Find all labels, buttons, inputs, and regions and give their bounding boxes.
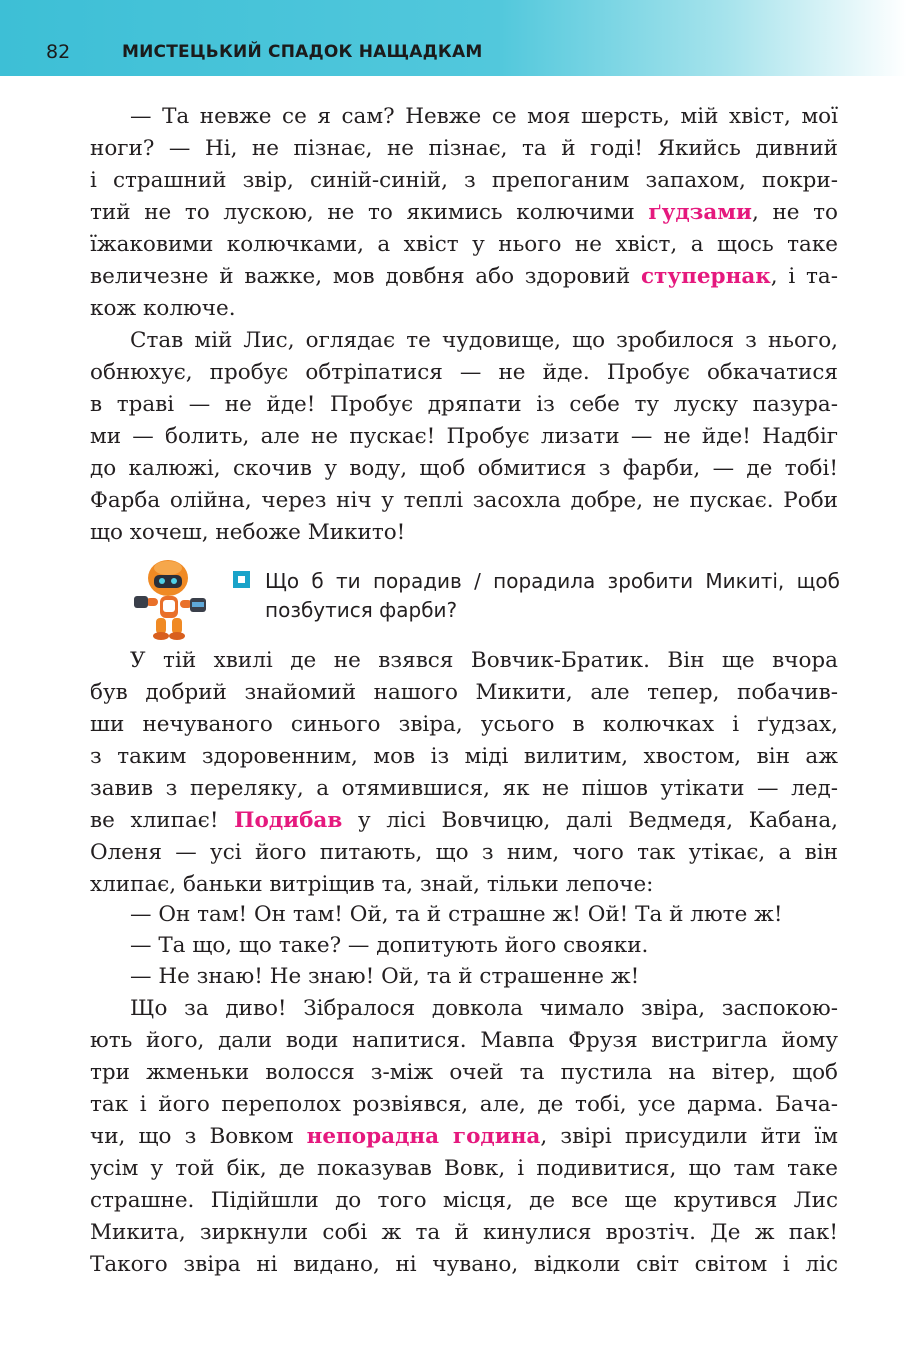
text-span: тий не то лускою, не то якимись колючими [90, 200, 635, 225]
text-line: Фарба олійна, через ніч у теплі засохла добре, не пускає. Роби [90, 488, 838, 513]
text-line: Оленя — усі його питають, що з ним, чого так утікає, а він [90, 840, 838, 865]
text-line: ми — болить, але не пускає! Пробує лизати — не йде! Надбіг [90, 424, 838, 449]
text-line: ноги? — Ні, не пізнає, не пізнає, та й годі! Якийсь дивний [90, 136, 838, 161]
section-title: МИСТЕЦЬКИЙ СПАДОК НАЩАДКАМ [122, 42, 483, 62]
text-line: Такого звіра ні видано, ні чувано, відколи світ світом і ліс [90, 1252, 838, 1277]
text-line [90, 805, 838, 837]
glossary-term: ґудзами [648, 200, 752, 225]
text-span: ве хлипає! [90, 808, 219, 833]
text-line: завив з переляку, а отямившися, як не пішов утікати — лед- [90, 776, 838, 801]
text-line: Що за диво! Зібралося довкола чимало звіра, заспокою- [130, 996, 838, 1021]
text-line: ши нечуваного синього звіра, усього в колючках і ґудзах, [90, 712, 838, 737]
text-line: і страшний звір, синій-синій, з препоганим запахом, покри- [90, 168, 838, 193]
text-line: страшне. Підійшли до того місця, де все ще крутився Лис [90, 1188, 838, 1213]
text-line: У тій хвилі де не взявся Вовчик-Братик. Він ще вчора [130, 648, 838, 673]
page-number: 82 [46, 41, 71, 63]
text-line [90, 261, 838, 293]
text-line: три жменьки волосся з-між очей та пустила на вітер, щоб [90, 1060, 838, 1085]
question-line: Що б ти порадив / порадила зробити Микиті, щоб [265, 569, 840, 593]
page-header [0, 0, 907, 76]
glossary-term: непорадна година [306, 1124, 541, 1149]
glossary-term: Подибав [234, 808, 343, 833]
text-line: обнюхує, пробує обтріпатися — не йде. Пробує обкачатися [90, 360, 838, 385]
text-span: чи, що з Вовком [90, 1124, 294, 1149]
text-line: Став мій Лис, оглядає те чудовище, що зробилося з нього, [130, 328, 838, 353]
glossary-term: ступернак [640, 264, 771, 289]
question-bullet-icon [233, 571, 250, 588]
question-line: позбутися фарби? [265, 598, 458, 622]
text-line: був добрий знайомий нашого Микити, але тепер, побачив- [90, 680, 838, 705]
text-line: — Та невже се я сам? Невже се моя шерсть, мій хвіст, мої [130, 104, 838, 129]
text-line: їжаковими колючками, а хвіст у нього не хвіст, а щось таке [90, 232, 838, 257]
dialogue-line: — Он там! Он там! Ой, та й страшне ж! Ой! Та й люте ж! [130, 902, 783, 927]
dialogue-line: — Не знаю! Не знаю! Ой, та й страшенне ж! [130, 964, 640, 989]
robot-mascot-icon [128, 556, 212, 642]
text-line: з таким здоровенним, мов із міді вилитим, хвостом, він аж [90, 744, 838, 769]
text-line: в траві — не йде! Пробує дряпати із себе ту луску пазура- [90, 392, 838, 417]
text-line: так і його переполох розвіявся, але, де тобі, усе дарма. Бача- [90, 1092, 838, 1117]
text-line: що хочеш, небоже Микито! [90, 520, 406, 545]
text-line: до калюжі, скочив у воду, щоб обмитися з фарби, — де тобі! [90, 456, 838, 481]
text-line: Микита, зиркнули собі ж та й кинулися врозтіч. Де ж пак! [90, 1220, 838, 1245]
text-span: величезне й важке, мов довбня або здоровий [90, 264, 631, 289]
text-span: , звірі присудили йти їм [540, 1124, 839, 1149]
text-line: усім у той бік, де показував Вовк, і подивитися, що там таке [90, 1156, 838, 1181]
text-line: кож колюче. [90, 296, 236, 321]
text-line: ють його, дали води напитися. Мавпа Фрузя вистригла йому [90, 1028, 838, 1053]
text-span: у лісі Вовчицю, далі Ведмедя, Кабана, [358, 808, 838, 833]
text-span: , не то [751, 200, 838, 225]
text-line [90, 197, 838, 229]
text-line: хлипає, баньки витріщив та, знай, тільки лепоче: [90, 872, 654, 897]
text-line [90, 1121, 838, 1153]
text-span: , і та- [770, 264, 839, 289]
dialogue-line: — Та що, що таке? — допитують його свояки. [130, 933, 649, 958]
